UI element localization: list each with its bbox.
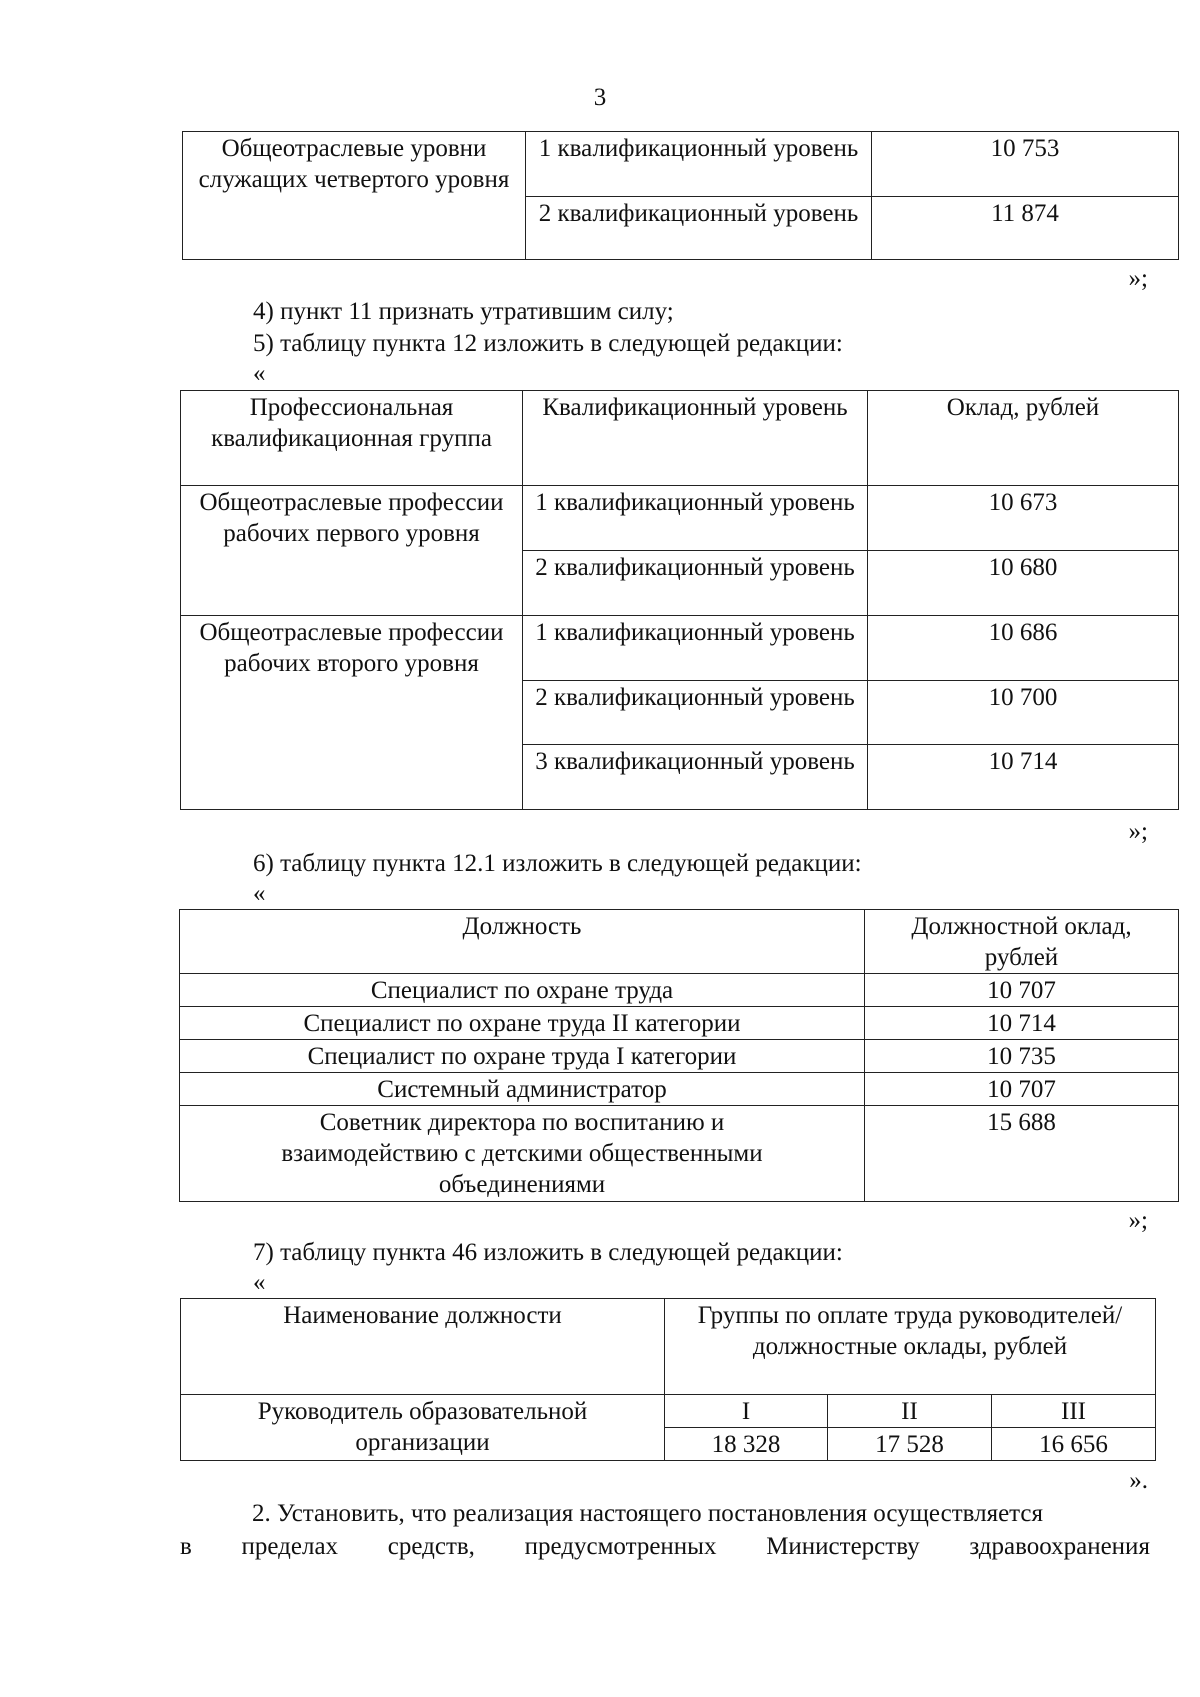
level-cell: 1 квалификационный уровень [523, 486, 868, 551]
level-cell: 3 квалификационный уровень [523, 745, 868, 810]
header-cell: Профессиональная квалификационная группа [181, 391, 523, 486]
header-cell: Наименование должности [181, 1299, 665, 1395]
item-6: 6) таблицу пункта 12.1 изложить в следующей редакции: [253, 850, 862, 877]
salary-cell: 18 328 [665, 1428, 828, 1461]
item-4: 4) пункт 11 признать утратившим силу; [253, 298, 674, 325]
position-cell: Специалист по охране труда I категории [180, 1040, 865, 1073]
final-quote: ». [1129, 1467, 1148, 1494]
level-cell: 1 квалификационный уровень [526, 132, 872, 197]
opening-quote: « [253, 1269, 266, 1296]
group-cell: Общеотраслевые профессии рабочих второго уровня [181, 616, 523, 810]
word: предусмотренных [524, 1533, 717, 1560]
opening-quote: « [253, 880, 266, 907]
salary-cell: 10 753 [872, 132, 1179, 197]
salary-cell: 11 874 [872, 197, 1179, 260]
group-cell: Общеотраслевые профессии рабочих первого уровня [181, 486, 523, 616]
salary-cell: 10 673 [868, 486, 1179, 551]
word: здравоохранения [969, 1533, 1150, 1560]
header-cell: Оклад, рублей [868, 391, 1179, 486]
salary-cell: 15 688 [865, 1106, 1179, 1202]
salary-cell: 10 714 [868, 745, 1179, 810]
salary-cell: 10 707 [865, 1073, 1179, 1106]
page-number: 3 [593, 84, 607, 111]
header-cell: Должность [180, 910, 865, 974]
word: средств, [387, 1533, 475, 1560]
salary-cell: 17 528 [828, 1428, 992, 1461]
group-label-cell: I [665, 1395, 828, 1428]
item-5: 5) таблицу пункта 12 изложить в следующей редакции: [253, 330, 843, 357]
word: пределах [241, 1533, 339, 1560]
header-cell: Группы по оплате труда руководителей/должностные оклады, рублей [665, 1299, 1156, 1395]
closing-quote: »; [1128, 265, 1148, 292]
table-positions [179, 909, 1179, 1202]
closing-quote: »; [1128, 818, 1148, 845]
table-employees-level4 [182, 131, 1179, 260]
salary-cell: 10 707 [865, 974, 1179, 1007]
group-cell: Общеотраслевые уровни служащих четвертого уровня [183, 132, 526, 260]
table-workers-groups [180, 390, 1179, 810]
group-label-cell: II [828, 1395, 992, 1428]
position-cell: Специалист по охране труда II категории [180, 1007, 865, 1040]
salary-cell: 10 714 [865, 1007, 1179, 1040]
position-cell: Системный администратор [180, 1073, 865, 1106]
level-cell: 2 квалификационный уровень [523, 681, 868, 745]
level-cell: 2 квалификационный уровень [523, 551, 868, 616]
level-cell: 1 квалификационный уровень [523, 616, 868, 681]
paragraph-2-line-2 [180, 1531, 1150, 1562]
salary-cell: 10 680 [868, 551, 1179, 616]
salary-cell: 10 686 [868, 616, 1179, 681]
word: Министерству [766, 1533, 920, 1560]
position-cell: Руководитель образовательной организации [181, 1395, 665, 1461]
header-cell: Квалификационный уровень [523, 391, 868, 486]
closing-quote: »; [1128, 1207, 1148, 1234]
salary-cell: 10 735 [865, 1040, 1179, 1073]
opening-quote: « [253, 360, 266, 387]
item-7: 7) таблицу пункта 46 изложить в следующей редакции: [253, 1239, 843, 1266]
salary-cell: 10 700 [868, 681, 1179, 745]
position-cell: Советник директора по воспитанию и взаимодействию с детскими общественными объединениями [180, 1106, 865, 1202]
word: в [180, 1533, 192, 1560]
table-heads-groups [180, 1298, 1156, 1461]
salary-cell: 16 656 [992, 1428, 1156, 1461]
paragraph-2-line-1: 2. Установить, что реализация настоящего постановления осуществляется [252, 1500, 1044, 1527]
header-cell: Должностной оклад, рублей [865, 910, 1179, 974]
position-cell: Специалист по охране труда [180, 974, 865, 1007]
group-label-cell: III [992, 1395, 1156, 1428]
level-cell: 2 квалификационный уровень [526, 197, 872, 260]
